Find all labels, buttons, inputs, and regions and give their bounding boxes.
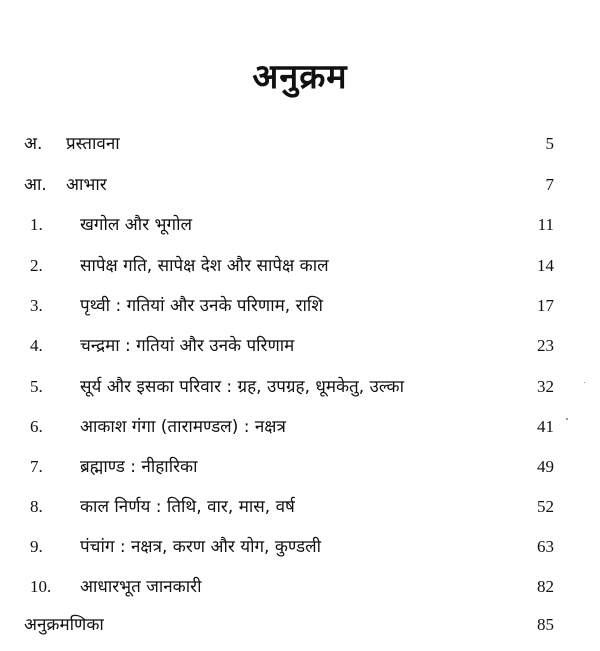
toc-entry-page: 32 xyxy=(537,377,554,396)
toc-entry xyxy=(0,128,600,160)
toc-entry-number: 9. xyxy=(30,537,43,556)
toc-entry-number: 5. xyxy=(30,377,43,396)
toc-entry-title: प्रस्तावना xyxy=(66,134,120,154)
toc-entry xyxy=(0,371,600,403)
toc-entry-number: 10. xyxy=(30,577,52,596)
toc-entry-title: आकाश गंगा (तारामण्डल) : नक्षत्र xyxy=(80,417,286,437)
page-title: अनुक्रम xyxy=(252,57,348,97)
toc-entry-page: 52 xyxy=(537,497,554,516)
toc-entry-number: 8. xyxy=(30,497,43,516)
toc-entry-number: 3. xyxy=(30,296,43,315)
toc-entry-title: सापेक्ष गति, सापेक्ष देश और सापेक्ष काल xyxy=(80,256,329,276)
toc-entry xyxy=(0,571,600,603)
toc-entry-title: पंचांग : नक्षत्र, करण और योग, कुण्डली xyxy=(80,537,322,557)
toc-entry-page: 49 xyxy=(537,457,554,476)
toc-entry-number: 1. xyxy=(30,215,43,234)
toc-entry-prefix: आ. xyxy=(24,175,47,195)
toc-entry-title: आभार xyxy=(66,175,107,195)
toc-entry-page: 17 xyxy=(537,296,554,315)
toc-entry xyxy=(0,250,600,282)
toc-entry-title: खगोल और भूगोल xyxy=(80,215,193,235)
toc-entry xyxy=(0,330,600,362)
toc-entry-title: अनुक्रमणिका xyxy=(24,615,104,635)
toc-entry xyxy=(0,411,600,443)
toc-entry xyxy=(0,209,600,241)
toc-entry xyxy=(0,491,600,523)
toc-entry-title: आधारभूत जानकारी xyxy=(80,577,202,597)
toc-entry xyxy=(0,169,600,201)
toc-entry-page: 11 xyxy=(537,215,554,234)
toc-entry-title: सूर्य और इसका परिवार : ग्रह, उपग्रह, धूमकेतु, उल्का xyxy=(80,377,404,397)
toc-entry xyxy=(0,609,600,641)
toc-entry-page: 85 xyxy=(537,615,554,634)
scan-speck xyxy=(584,382,585,383)
toc-entry-title: चन्द्रमा : गतियां और उनके परिणाम xyxy=(80,336,295,356)
toc-entry-number: 4. xyxy=(30,336,43,355)
toc-entry-number: 2. xyxy=(30,256,43,275)
toc-entry-page: 23 xyxy=(537,336,554,355)
toc-entry xyxy=(0,290,600,322)
toc-entry-prefix: अ. xyxy=(24,134,43,154)
toc-entry-title: पृथ्वी : गतियां और उनके परिणाम, राशि xyxy=(80,296,323,316)
scan-speck xyxy=(566,418,568,420)
toc-entry-title: ब्रह्माण्ड : नीहारिका xyxy=(80,457,198,477)
toc-entry-page: 5 xyxy=(545,134,554,153)
toc-entry-page: 41 xyxy=(537,417,554,436)
toc-entry-title: काल निर्णय : तिथि, वार, मास, वर्ष xyxy=(80,497,295,517)
toc-entry-number: 7. xyxy=(30,457,43,476)
toc-entry-number: 6. xyxy=(30,417,43,436)
toc-entry-page: 82 xyxy=(537,577,554,596)
toc-entry-page: 63 xyxy=(537,537,554,556)
toc-entry-page: 14 xyxy=(537,256,554,275)
toc-entry xyxy=(0,531,600,563)
toc-entry xyxy=(0,451,600,483)
toc-entry-page: 7 xyxy=(545,175,554,194)
